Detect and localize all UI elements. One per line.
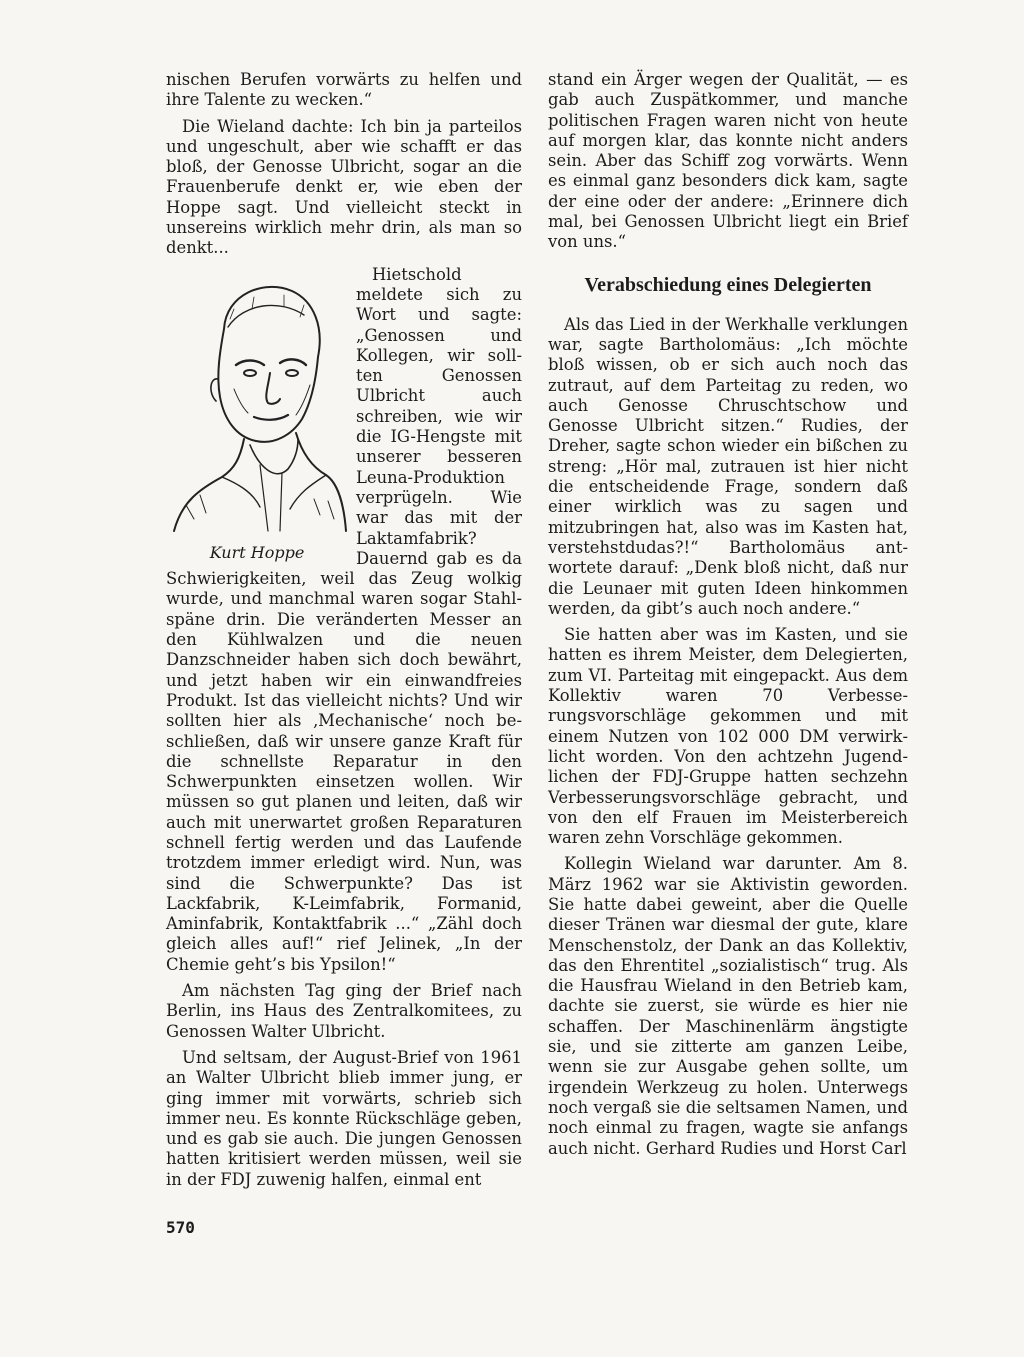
portrait-illustration	[164, 269, 350, 539]
paragraph: Am nächsten Tag ging der Brief nach Berlin, ins Haus des Zentralkomitees, zu Genossen Walter Ulbricht.	[166, 981, 522, 1041]
paragraph: Hietschold meldete sich zu Wort und sagte: „Genossen und Kollegen, wir sollten Genossen Ulbricht auch schreiben, wie wir die IG-Hengste mit unserer besseren Leuna-Produktion verprügeln. Wie war das mit der Laktamfabrik? Dauernd gab es da Schwierigkeiten, weil das Zeug wolkig wurde, und manchmal waren sogar Stahlspäne drin. Die veränderten Messer an den Kühlwalzen und die neuen Danzschneider haben sich doch bewährt, und jetzt haben wir ein einwandfreies Produkt. Ist das vielleicht nichts? Und wir sollten hier als ‚Mechanische‘ noch beschließen, daß wir unsere ganze Kraft für die schnellste Reparatur in den Schwerpunkten einsetzen wollen. Wir müssen so gut planen und leiten, daß wir auch mit unerwartet großen Reparaturen schnell fertig werden und das Laufende trotzdem immer erledigt wird. Nun, was sind die Schwerpunkte? Das ist Lackfabrik, K-Leimfabrik, Formanid, Aminfabrik, Kontaktfabrik ...“ „Zähl doch gleich alles auf!“ rief Jelinek, „In der Chemie geht’s bis Ypsilon!“	[166, 264, 522, 974]
paragraph: stand ein Ärger wegen der Qualität, — es gab auch Zuspätkommer, und manche politischen Fragen waren nicht von heute auf morgen klar, das konnte nicht anders sein. Aber das Schiff zog vorwärts. Wenn es einmal ganz besonders dick kam, sagte der eine oder der andere: „Erinnere dich mal, bei Genossen Ulbricht liegt ein Brief von uns.“	[548, 70, 908, 252]
paragraph: nischen Berufen vorwärts zu helfen und ihre Talente zu wecken.“	[166, 70, 522, 110]
right-column	[548, 70, 908, 1165]
section-heading: Verabschiedung eines Delegierten	[584, 273, 872, 296]
page-number: 570	[166, 1218, 195, 1237]
paragraph: Kollegin Wieland war darunter. Am 8. März 1962 war sie Aktivistin geworden. Sie hatte dabei geweint, aber die Quelle dieser Tränen war diesmal der gute, klare Menschenstolz, der Dank an das Kollektiv, das den Ehrentitel „sozialistisch“ trug. Als die Hausfrau Wieland in den Betrieb kam, dachte sie zuerst, sie würde es hier nie schaffen. Der Maschinenlärm ängstigte sie, und sie zitterte am ganzen Leibe, wenn sie zur Ausgabe gehen sollte, um irgendein Werkzeug zu holen. Unterwegs noch vergaß sie die seltsamen Namen, und noch einmal zu fragen, wagte sie anfangs auch nicht. Gerhard Rudies und Horst Carl	[548, 854, 908, 1158]
paragraph: Sie hatten aber was im Kasten, und sie hatten es ihrem Meister, dem Delegierten, zum VI. Parteitag mit eingepackt. Aus dem Kollektiv waren 70 Verbesserungsvorschläge gekommen und mit einem Nutzen von 102 000 DM verwirklicht worden. Von den achtzehn Jugendlichen der FDJ-Gruppe hatten sechzehn Verbesserungsvorschläge gebracht, und von den elf Frauen im Meisterbereich waren zehn Vorschläge gekommen.	[548, 625, 908, 848]
paragraph: Und seltsam, der August-Brief von 1961 an Walter Ulbricht blieb immer jung, er ging immer mit vorwärts, schrieb sich immer neu. Es konnte Rückschläge geben, und es gab sie auch. Die jungen Genossen hatten kritisiert werden müssen, weil sie in der FDJ zuwenig halfen, einmal ent	[166, 1047, 522, 1189]
left-column	[166, 70, 522, 1196]
paragraph: Als das Lied in der Werkhalle verklungen war, sagte Bartholomäus: „Ich möchte bloß wissen, ob er sich auch noch das zutraut, auf dem Parteitag zu reden, wo auch Genosse Chruschtschow und Genosse Ulbricht sitzen.“ Rudies, der Dreher, sagte schon wieder ein bißchen zu streng: „Hör mal, zutrauen ist hier nicht die entscheidende Frage, sondern daß einer wirklich was zu sagen und mitzubringen hat, also was im Kasten hat, verstehstdudas?!“ Bartholomäus antwortete darauf: „Denk bloß nicht, daß nur die Leunaer mit guten Ideen hinkommen werden, da gibt’s auch noch andere.“	[548, 314, 908, 618]
paragraph: Die Wieland dachte: Ich bin ja parteilos und ungeschult, aber wie schafft er das bloß, der Genosse Ulbricht, sogar an die Frauenberufe denkt er, wie eben der Hoppe sagt. Und vielleicht steckt in unsereins wirklich mehr drin, als man so denkt...	[166, 116, 522, 258]
portrait-figure	[164, 269, 350, 567]
figure-caption: Kurt Hoppe	[209, 542, 305, 562]
